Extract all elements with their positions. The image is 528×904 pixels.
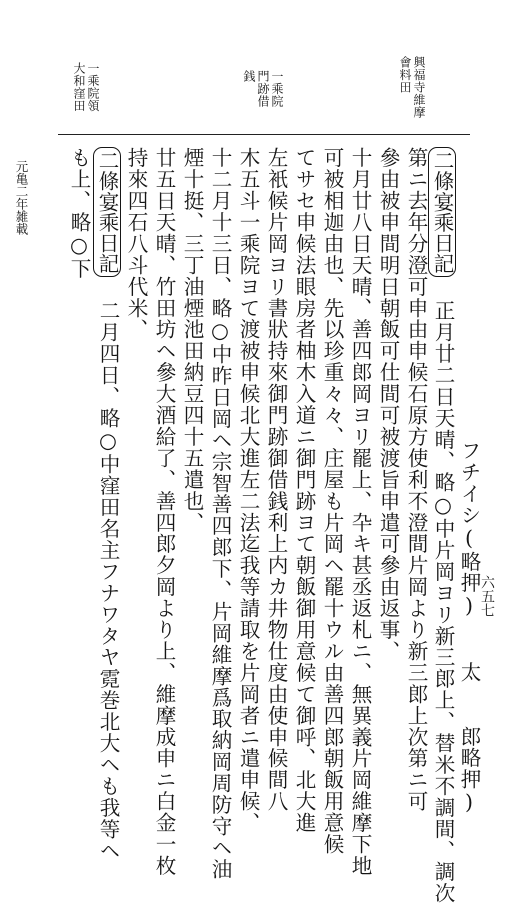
text-column: 可被相迦由也、先以珍重々々、庄屋も片岡ヘ罷十ウル由善四郎朝飯用意候 (320, 147, 344, 855)
page-number: 六五七 (479, 575, 495, 617)
text-column: 十二月十三日、略○中昨日岡ヘ宗智善四郎下、片岡維摩爲取納岡周防守ヘ油 (208, 147, 232, 880)
text-column: 第ニ去年分澄可申由申候石原方使利不澄間片岡より新三郎上次第ニ可 (404, 147, 428, 812)
top-note-kubota: 一乘院領大和窪田 (72, 62, 100, 112)
top-note-ryoden: 興福寺維摩會料田 (398, 56, 426, 119)
text-column: 參由被申間明日朝飯可仕間可被渡旨申遣可參由返事、 (376, 147, 400, 662)
text-column: 二月四日、略○中窪田名主フナワタヤ霓巻北大ヘも我等ヘ (96, 300, 120, 862)
text-column: 煙十挺、三丁油煙池田納豆四十五遣也、 (180, 147, 204, 534)
text-column: 廿五日天晴、竹田坊ヘ參大酒給了、善四郎夕岡より上、維摩成申ニ白金一枚 (152, 147, 176, 877)
text-column: 十月廿八日天晴、善四郎岡ヨリ罷上、卆キ甚丞返札ニ、無異義片岡維摩下地 (348, 147, 372, 877)
running-head: 元亀二年雑載 (14, 160, 29, 235)
diary-heading: 二條宴乘日記 (428, 147, 456, 277)
top-note-shakusen: 一乘院門跡借銭 (242, 70, 284, 108)
text-column: てサセ申候法眼房者柚木入道ニ御門跡ヨて朝飯御用意候て御呼、北大進 (292, 147, 316, 834)
text-column: 木五斗一乘院ヨて渡被申候北大進左二法迄我等請取を片岡者ニ遣申候、 (236, 147, 260, 834)
text-column: 正月廿二日天晴、略○中片岡ヨリ新三郎上、替米不調間、調次 (431, 300, 455, 904)
text-column: 持來四石八斗代米、 (124, 147, 148, 341)
text-column: 左衹候片岡ヨリ書狀持來御門跡御借銭利上内カ井物仕度由使申候間八 (264, 147, 288, 812)
header-rule (58, 134, 470, 135)
text-column: フチイシ(略押) 太 郎略押) (457, 440, 481, 815)
diary-heading: 二條宴乘日記 (93, 147, 121, 277)
text-column: も上、略○下 (67, 147, 91, 280)
